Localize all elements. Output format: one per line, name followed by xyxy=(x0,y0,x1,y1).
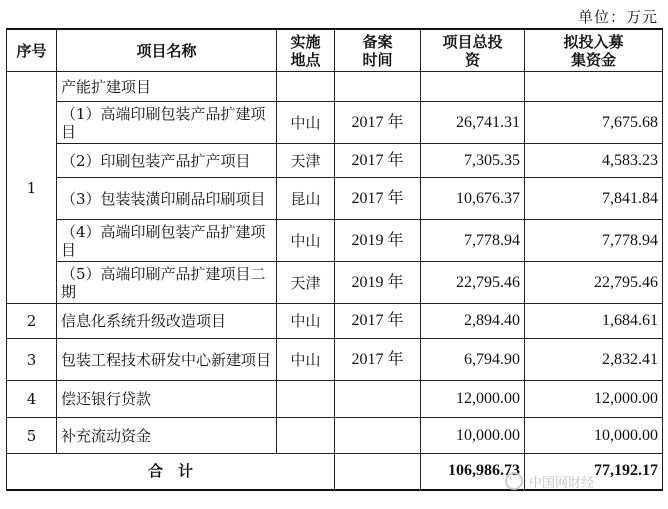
seq-cell: 2 xyxy=(7,304,57,339)
group-seq: 1 xyxy=(7,72,57,304)
total-cell: 22,795.46 xyxy=(421,262,525,304)
year-cell: 2017 年 xyxy=(335,304,421,339)
total-cell: 12,000.00 xyxy=(421,381,525,418)
location-cell xyxy=(277,381,335,418)
table-row xyxy=(7,72,663,102)
year-cell xyxy=(335,418,421,454)
grand-raise: 77,192.17 xyxy=(525,454,663,490)
location-cell: 昆山 xyxy=(277,178,335,220)
empty-cell xyxy=(335,454,421,490)
table-row xyxy=(7,381,663,418)
raise-cell: 10,000.00 xyxy=(525,418,663,454)
project-name: 补充流动资金 xyxy=(57,418,277,454)
table-row xyxy=(7,178,663,220)
sub-project-name: （5）高端印刷产品扩建项目二期 xyxy=(57,262,277,304)
watermark xyxy=(505,468,663,494)
header-time-text: 备案时间 xyxy=(362,32,393,69)
table-row xyxy=(7,220,663,262)
sub-project-name: （1）高端印刷包装产品扩建项目 xyxy=(57,102,277,144)
raise-cell: 2,832.41 xyxy=(525,339,663,381)
year-cell: 2017 年 xyxy=(335,144,421,178)
header-raise-text: 拟投入募集资金 xyxy=(563,32,624,69)
total-cell: 6,794.90 xyxy=(421,339,525,381)
watermark-text: 中国网財经 xyxy=(529,475,595,491)
seq-cell: 3 xyxy=(7,339,57,381)
header-row xyxy=(7,29,663,72)
total-cell: 26,741.31 xyxy=(421,102,525,144)
header-name: 项目名称 xyxy=(57,29,277,72)
total-cell: 7,778.94 xyxy=(421,220,525,262)
location-cell: 中山 xyxy=(277,102,335,144)
year-cell xyxy=(335,381,421,418)
location-cell: 天津 xyxy=(277,144,335,178)
table-row xyxy=(7,144,663,178)
location-cell xyxy=(277,418,335,454)
raise-cell: 7,778.94 xyxy=(525,220,663,262)
location-cell: 中山 xyxy=(277,339,335,381)
total-cell: 2,894.40 xyxy=(421,304,525,339)
header-total xyxy=(421,29,525,72)
table-row xyxy=(7,262,663,304)
investment-table xyxy=(6,28,663,491)
raise-cell: 1,684.61 xyxy=(525,304,663,339)
empty-cell xyxy=(421,72,525,102)
sub-project-name: （2）印刷包装产品扩产项目 xyxy=(57,144,277,178)
raise-cell: 7,841.84 xyxy=(525,178,663,220)
total-cell: 10,000.00 xyxy=(421,418,525,454)
year-cell: 2017 年 xyxy=(335,339,421,381)
location-cell: 中山 xyxy=(277,220,335,262)
location-cell: 中山 xyxy=(277,304,335,339)
header-raise xyxy=(525,29,663,72)
project-name: 偿还银行贷款 xyxy=(57,381,277,418)
grand-total: 106,986.73 xyxy=(421,454,525,490)
year-cell: 2017 年 xyxy=(335,102,421,144)
total-cell: 7,305.35 xyxy=(421,144,525,178)
raise-cell: 7,675.68 xyxy=(525,102,663,144)
table-row xyxy=(7,304,663,339)
header-seq: 序号 xyxy=(7,29,57,72)
unit-label: 单位：万元 xyxy=(577,8,658,26)
watermark-logo-icon xyxy=(505,472,523,490)
raise-cell: 12,000.00 xyxy=(525,381,663,418)
table-row xyxy=(7,339,663,381)
empty-cell xyxy=(525,72,663,102)
seq-cell: 4 xyxy=(7,381,57,418)
group-title: 产能扩建项目 xyxy=(57,72,277,102)
raise-cell: 22,795.46 xyxy=(525,262,663,304)
raise-cell: 4,583.23 xyxy=(525,144,663,178)
project-name: 信息化系统升级改造项目 xyxy=(57,304,277,339)
header-time xyxy=(335,29,421,72)
table-row xyxy=(7,418,663,454)
seq-cell: 5 xyxy=(7,418,57,454)
header-location xyxy=(277,29,335,72)
sub-project-name: （3）包装装潢印刷品印刷项目 xyxy=(57,178,277,220)
year-cell: 2017 年 xyxy=(335,178,421,220)
sub-project-name: （4）高端印刷包装产品扩建项目 xyxy=(57,220,277,262)
year-cell: 2019 年 xyxy=(335,220,421,262)
total-cell: 10,676.37 xyxy=(421,178,525,220)
empty-cell xyxy=(277,72,335,102)
total-label: 合 计 xyxy=(7,454,335,490)
header-location-text: 实施地点 xyxy=(290,32,321,69)
year-cell: 2019 年 xyxy=(335,262,421,304)
table-row xyxy=(7,102,663,144)
project-name: 包装工程技术研发中心新建项目 xyxy=(57,339,277,381)
header-total-text: 项目总投资 xyxy=(442,32,503,69)
location-cell: 天津 xyxy=(277,262,335,304)
empty-cell xyxy=(335,72,421,102)
